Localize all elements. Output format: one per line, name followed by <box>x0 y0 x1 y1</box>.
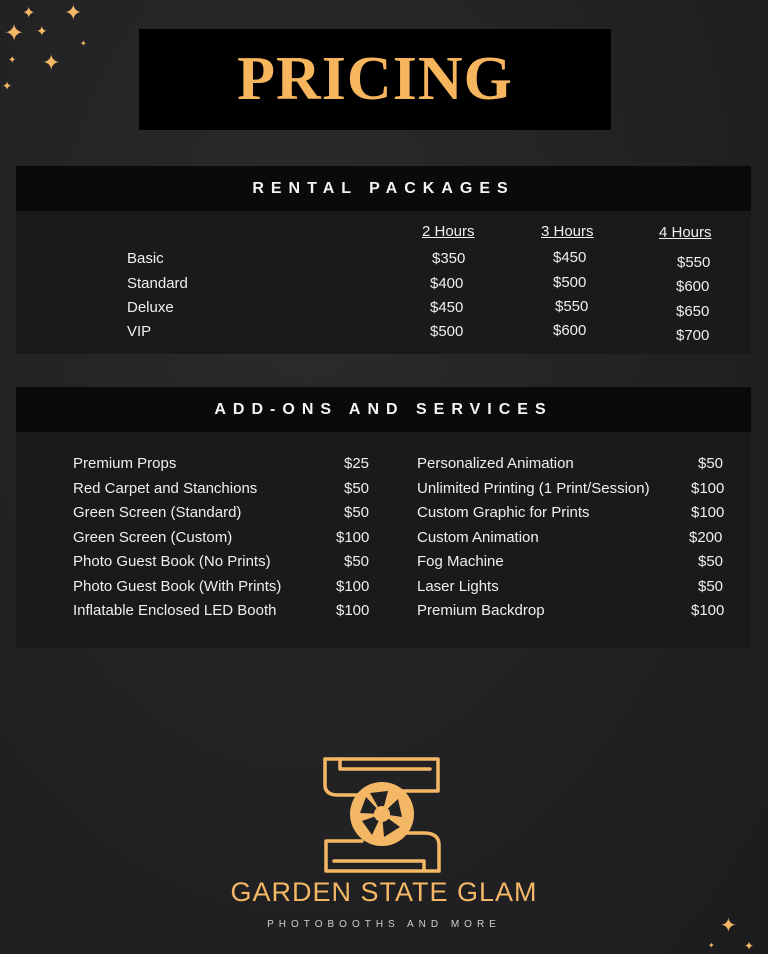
addon-price: $50 <box>698 455 724 472</box>
addon-price: $50 <box>344 553 370 570</box>
package-price: $400 <box>430 275 464 292</box>
package-price: $500 <box>430 323 464 340</box>
addon-name: Inflatable Enclosed LED Booth <box>73 602 277 619</box>
camera-shutter-s-logo-icon <box>320 755 444 873</box>
rental-packages-table <box>16 211 751 354</box>
addon-price: $50 <box>698 553 724 570</box>
addon-name: Personalized Animation <box>417 455 574 472</box>
package-price: $450 <box>430 299 464 316</box>
column-header-2-hours: 2 Hours <box>422 223 475 240</box>
addon-name: Custom Animation <box>417 529 539 546</box>
package-price: $600 <box>676 278 710 295</box>
addon-price: $100 <box>691 504 725 521</box>
package-price: $550 <box>555 298 589 315</box>
page-title: PRICING <box>237 45 513 113</box>
rental-packages-heading: RENTAL PACKAGES <box>252 179 515 197</box>
addon-name: Premium Backdrop <box>417 602 545 619</box>
addon-name: Laser Lights <box>417 578 499 595</box>
package-price: $650 <box>676 303 710 320</box>
addon-name: Photo Guest Book (No Prints) <box>73 553 271 570</box>
addon-name: Green Screen (Custom) <box>73 529 233 546</box>
package-name: VIP <box>127 323 152 340</box>
package-name: Standard <box>127 275 188 292</box>
addon-price: $100 <box>336 529 370 546</box>
addon-price: $100 <box>691 602 725 619</box>
addon-price: $50 <box>344 480 370 497</box>
addon-price: $100 <box>336 602 370 619</box>
package-price: $550 <box>677 254 711 271</box>
addon-price: $100 <box>691 480 725 497</box>
brand-tagline: PHOTOBOOTHS AND MORE <box>267 919 501 930</box>
rental-packages-header <box>16 166 751 211</box>
addon-name: Green Screen (Standard) <box>73 504 242 521</box>
addon-name: Fog Machine <box>417 553 504 570</box>
addons-heading: ADD-ONS AND SERVICES <box>214 400 553 418</box>
addon-price: $100 <box>336 578 370 595</box>
package-price: $350 <box>432 250 466 267</box>
brand-name: GARDEN STATE GLAM <box>230 877 538 907</box>
package-price: $600 <box>553 322 587 339</box>
addon-name: Premium Props <box>73 455 177 472</box>
addon-name: Unlimited Printing (1 Print/Session) <box>417 480 650 497</box>
addons-table <box>16 432 751 648</box>
package-name: Basic <box>127 250 164 267</box>
addon-price: $50 <box>698 578 724 595</box>
addons-header <box>16 387 751 432</box>
title-banner <box>139 29 611 130</box>
addon-price: $200 <box>689 529 723 546</box>
package-name: Deluxe <box>127 299 174 316</box>
package-price: $500 <box>553 274 587 291</box>
addon-price: $25 <box>344 455 370 472</box>
package-price: $450 <box>553 249 587 266</box>
column-header-4-hours: 4 Hours <box>659 224 712 241</box>
package-price: $700 <box>676 327 710 344</box>
addon-name: Red Carpet and Stanchions <box>73 480 258 497</box>
addon-name: Custom Graphic for Prints <box>417 504 590 521</box>
column-header-3-hours: 3 Hours <box>541 223 594 240</box>
addon-name: Photo Guest Book (With Prints) <box>73 578 282 595</box>
addon-price: $50 <box>344 504 370 521</box>
